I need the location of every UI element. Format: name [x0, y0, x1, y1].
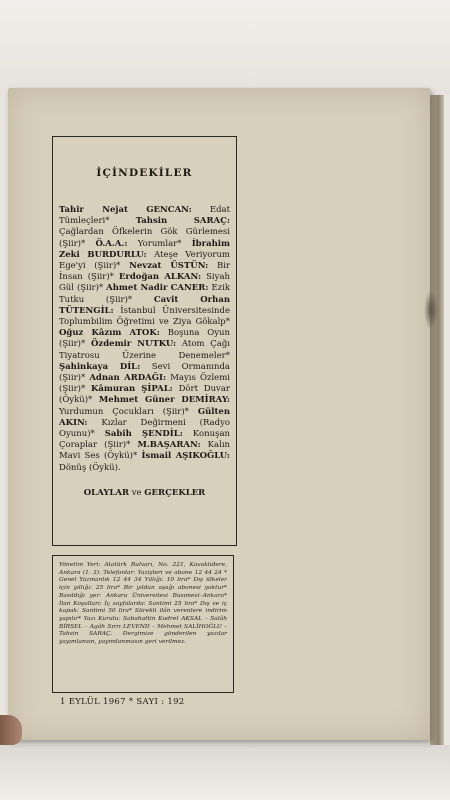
toc-work: Konuşan Çoraplar (Şiir)*: [59, 429, 231, 451]
issue-date: 1 EYLÜL 1967 * SAYI : 192: [60, 697, 185, 707]
toc-author: İsmail AŞIKOĞLU:: [141, 451, 230, 462]
toc-author: Tahir Nejat GENCAN:: [59, 205, 192, 215]
toc-entries: [59, 205, 230, 474]
toc-author: Cavit Orhan TÜTENGİL:: [59, 294, 231, 316]
book-spine: [430, 95, 444, 745]
toc-author: Ö.A.A.:: [95, 238, 128, 249]
toc-author: Mehmet Güner DEMİRAY:: [98, 395, 231, 406]
background-bottom: [0, 745, 450, 800]
toc-work: Edat Tümleçleri*: [59, 205, 230, 227]
toc-author: Adnan ARDAĞI:: [89, 373, 167, 384]
background-top: [0, 0, 450, 95]
toc-work: Yurdumun Çocukları (Şiir)*: [59, 406, 198, 417]
toc-work: Yorumlar*: [127, 238, 192, 249]
toc-title: İÇİNDEKİLER: [96, 167, 193, 179]
toc-author: Tahsin SARAÇ:: [135, 216, 230, 227]
toc-author: Özdemir NUTKU:: [90, 339, 177, 350]
toc-work: İstanbul Üniversitesinde Toplumbilim Öğretimi ve Ziya Gökalp*: [59, 305, 230, 328]
toc-work: Dönüş (Öykü).: [59, 462, 121, 473]
toc-work: Dört Duvar (Öykü)*: [59, 384, 230, 406]
toc-work: Ezik Tutku (Şiir)*: [59, 283, 230, 305]
toc-author: Şahinkaya DİL:: [59, 361, 141, 372]
toc-work: Ateşe Veriyorum Ege'yi (Şiir)*: [59, 249, 230, 272]
publication-info: Yönetim Yeri: Atatürk Bulvarı, No. 221, Kavaklıdere, Ankara (1. 3). Telefonlar: Yazişleri ve abone 12 44 24 * Genel Yazmanlık 12 44 34 Yıllığı: 10 lira* Dış ülkeler için yıllığı: 25 lira* Bir yıldan aşağı abonesi yoktur* Basıldığı yer: Ankara Üniversitesi Basımevi–Ankara* İlan Koşulları: İç sayfalarda: Santimi 25 lira* Dış ve iç kapak: Santimi 50 lira* Sürekli ilân verenlere indirim yapılır* Yazı Kurulu: Sabahattin Kudret AKSAL – Salâh BİRSEL – Agâh Sırrı LEVEND – Mehmet SALİHOĞLU – Tahsin SARAÇ. Dergimize gönderilen yazılar yayımlansın, yayımlanmasın geri verilmez.: [52, 555, 234, 693]
toc-work: Boşuna Oyun (Şiir)*: [59, 328, 230, 350]
toc-work: Siyah Gül (Şiir)*: [59, 272, 230, 294]
table-of-contents: [52, 136, 237, 546]
toc-author: İbrahim Zeki BURDURLU:: [59, 238, 230, 260]
toc-author: Nevzat ÜSTÜN:: [129, 261, 209, 272]
toc-work: Atom Çağı Tiyatrosu Üzerine Denemeler*: [59, 339, 230, 361]
toc-work: Kalın Mavi Ses (Öykü)*: [59, 440, 231, 462]
thumb: [0, 715, 22, 745]
toc-work: Kızlar Değirmeni (Radyo Oyunu)*: [59, 417, 230, 440]
toc-footer-ve: ve: [129, 487, 145, 498]
toc-footer-gercekler: GERÇEKLER: [144, 487, 206, 498]
toc-work: Çağlardan Öfkelerin Gök Gürlemesi (Şiir)*: [59, 227, 230, 249]
toc-work: Bir İnsan (Şiir)*: [59, 261, 230, 283]
toc-work: Mayıs Özlemi (Şiir)*: [59, 373, 230, 395]
toc-author: Kâmuran ŞİPAL:: [90, 384, 173, 395]
toc-author: M.BAŞARAN:: [137, 440, 201, 451]
binding-stain: [424, 290, 438, 330]
toc-author: Oğuz Kâzım ATOK:: [59, 328, 160, 339]
toc-author: Erdoğan ALKAN:: [118, 272, 202, 283]
toc-author: Sabih ŞENDİL:: [104, 429, 183, 440]
toc-work: Sevi Ormanında (Şiir)*: [59, 361, 230, 384]
toc-author: Ahmet Nadir CANER:: [106, 283, 209, 294]
toc-footer: [59, 488, 230, 498]
toc-footer-olaylar: OLAYLAR: [83, 487, 130, 498]
toc-author: Gülten AKIN:: [59, 406, 230, 428]
